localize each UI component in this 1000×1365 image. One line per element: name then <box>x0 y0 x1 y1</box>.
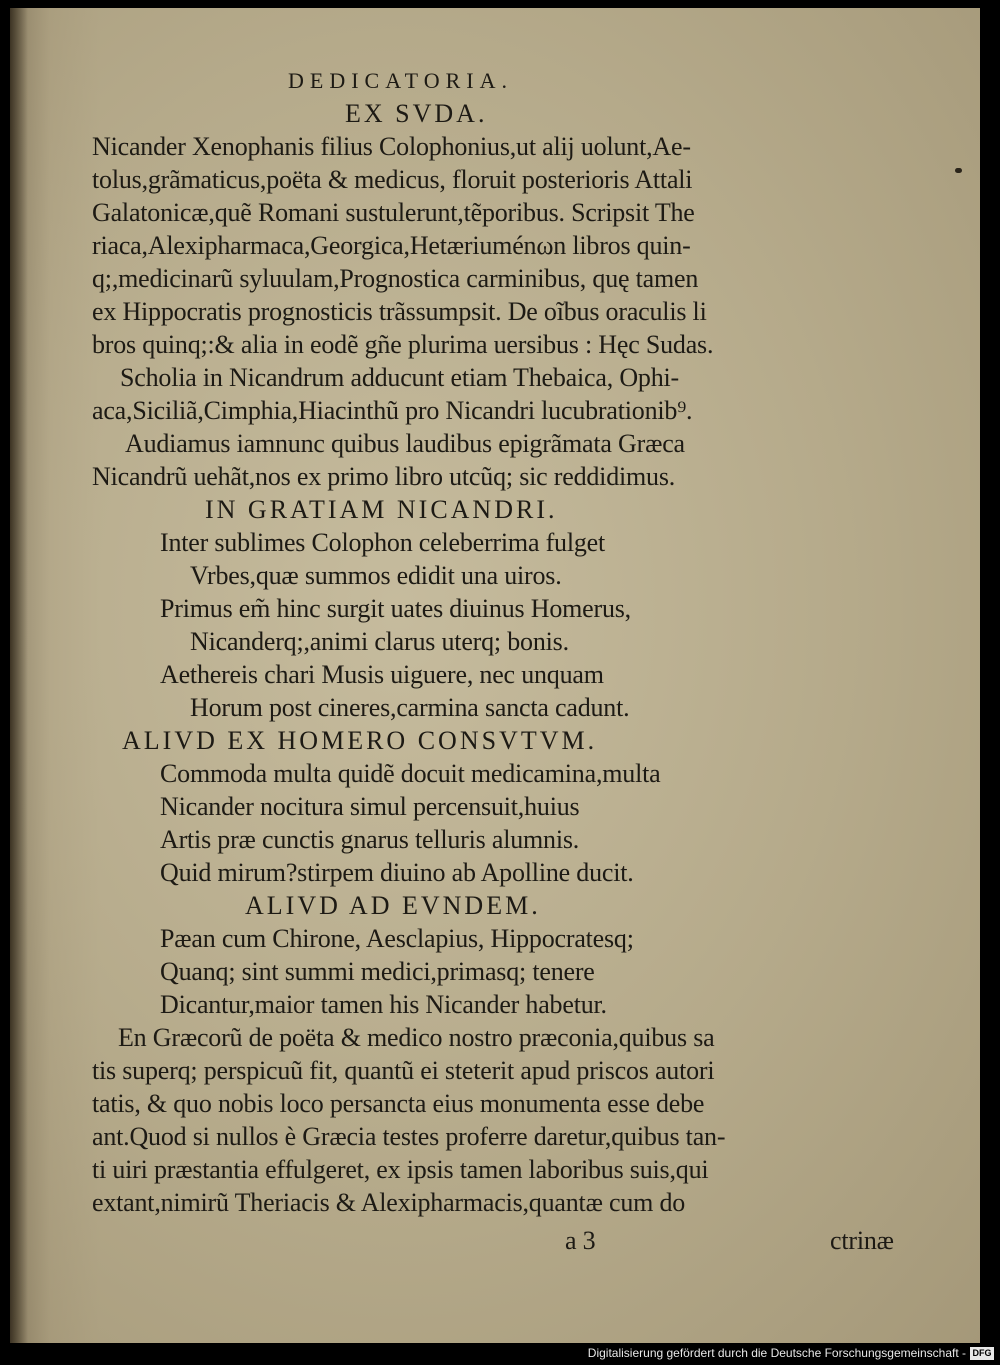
verse-line: Artis præ cunctis gnarus telluris alumnis. <box>160 825 580 854</box>
running-head: DEDICATORIA. <box>288 68 513 93</box>
verse-line: Pæan cum Chirone, Aesclapius, Hippocratesq; <box>160 924 634 953</box>
text-line: Nicander Xenophanis filius Colophonius,ut alij uolunt,Ae- <box>92 132 691 161</box>
text-line: Nicandrũ uehãt,nos ex primo libro utcũq; sic reddidimus. <box>92 462 676 491</box>
text-line: tatis, & quo nobis loco persancta eius monumenta esse debe <box>92 1089 705 1118</box>
funding-credit: Digitalisierung gefördert durch die Deutsche Forschungsgemeinschaft - <box>587 1346 966 1360</box>
heading-aliud-ad-eundem: ALIVD AD EVNDEM. <box>245 891 541 920</box>
text-line: tis superq; perspicuũ fit, quantũ ei steterit apud priscos autori <box>92 1056 715 1085</box>
heading-aliud-ex-homero: ALIVD EX HOMERO CONSVTVM. <box>122 726 598 755</box>
scanned-page <box>10 8 980 1343</box>
dfg-logo: DFG <box>970 1347 994 1360</box>
text-line: q;,medicinarũ syluulam,Prognostica carminibus, quę tamen <box>92 264 699 293</box>
text-line: Audiamus iamnunc quibus laudibus epigrãmata Græca <box>125 429 685 458</box>
text-line: aca,Siciliã,Cimphia,Hiacinthũ pro Nicandri lucubrationib⁹. <box>92 396 693 425</box>
text-line: ti uiri præstantia effulgeret, ex ipsis tamen laboribus suis,qui <box>92 1155 709 1184</box>
verse-line: Dicantur,maior tamen his Nicander habetur. <box>160 990 607 1019</box>
signature-mark: a 3 <box>565 1226 596 1255</box>
heading-ex-suda: EX SVDA. <box>345 99 488 128</box>
text-line: Scholia in Nicandrum adducunt etiam Thebaica, Ophi- <box>120 363 679 392</box>
text-line: Galatonicæ,quẽ Romani sustulerunt,tẽporibus. Scripsit The <box>92 198 695 227</box>
heading-in-gratiam-nicandri: IN GRATIAM NICANDRI. <box>205 495 558 524</box>
text-line: ex Hippocratis prognosticis trãssumpsit. De oĩbus oraculis li <box>92 297 707 326</box>
text-line: tolus,grãmaticus,poëta & medicus, floruit posterioris Attali <box>92 165 693 194</box>
verse-line: Nicander nocitura simul percensuit,huius <box>160 792 580 821</box>
verse-line: Vrbes,quæ summos edidit una uiros. <box>190 561 562 590</box>
verse-line: Quid mirum?stirpem diuino ab Apolline ducit. <box>160 858 634 887</box>
verse-line: Aethereis chari Musis uiguere, nec unquam <box>160 660 604 689</box>
text-line: ant.Quod si nullos è Græcia testes proferre daretur,quibus tan- <box>92 1122 726 1151</box>
verse-line: Primus em̃ hinc surgit uates diuinus Homerus, <box>160 594 631 623</box>
verse-line: Commoda multa quidẽ docuit medicamina,multa <box>160 759 661 788</box>
text-line: En Græcorũ de poëta & medico nostro præconia,quibus sa <box>118 1023 715 1052</box>
text-line: riaca,Alexipharmaca,Georgica,Hetæriuménωn libros quin- <box>92 231 691 260</box>
verse-line: Inter sublimes Colophon celeberrima fulget <box>160 528 606 557</box>
verse-line: Horum post cineres,carmina sancta cadunt. <box>190 693 630 722</box>
footer-bar <box>0 1343 1000 1365</box>
verse-line: Nicanderq;,animi clarus uterq; bonis. <box>190 627 569 656</box>
verse-line: Quanq; sint summi medici,primasq; tenere <box>160 957 595 986</box>
text-line: bros quinq;:& alia in eodẽ gñe plurima uersibus : Hęc Sudas. <box>92 330 714 359</box>
catchword: ctrinæ <box>830 1226 894 1255</box>
page-text <box>10 8 980 1343</box>
text-line: extant,nimirũ Theriacis & Alexipharmacis,quantæ cum do <box>92 1188 686 1217</box>
